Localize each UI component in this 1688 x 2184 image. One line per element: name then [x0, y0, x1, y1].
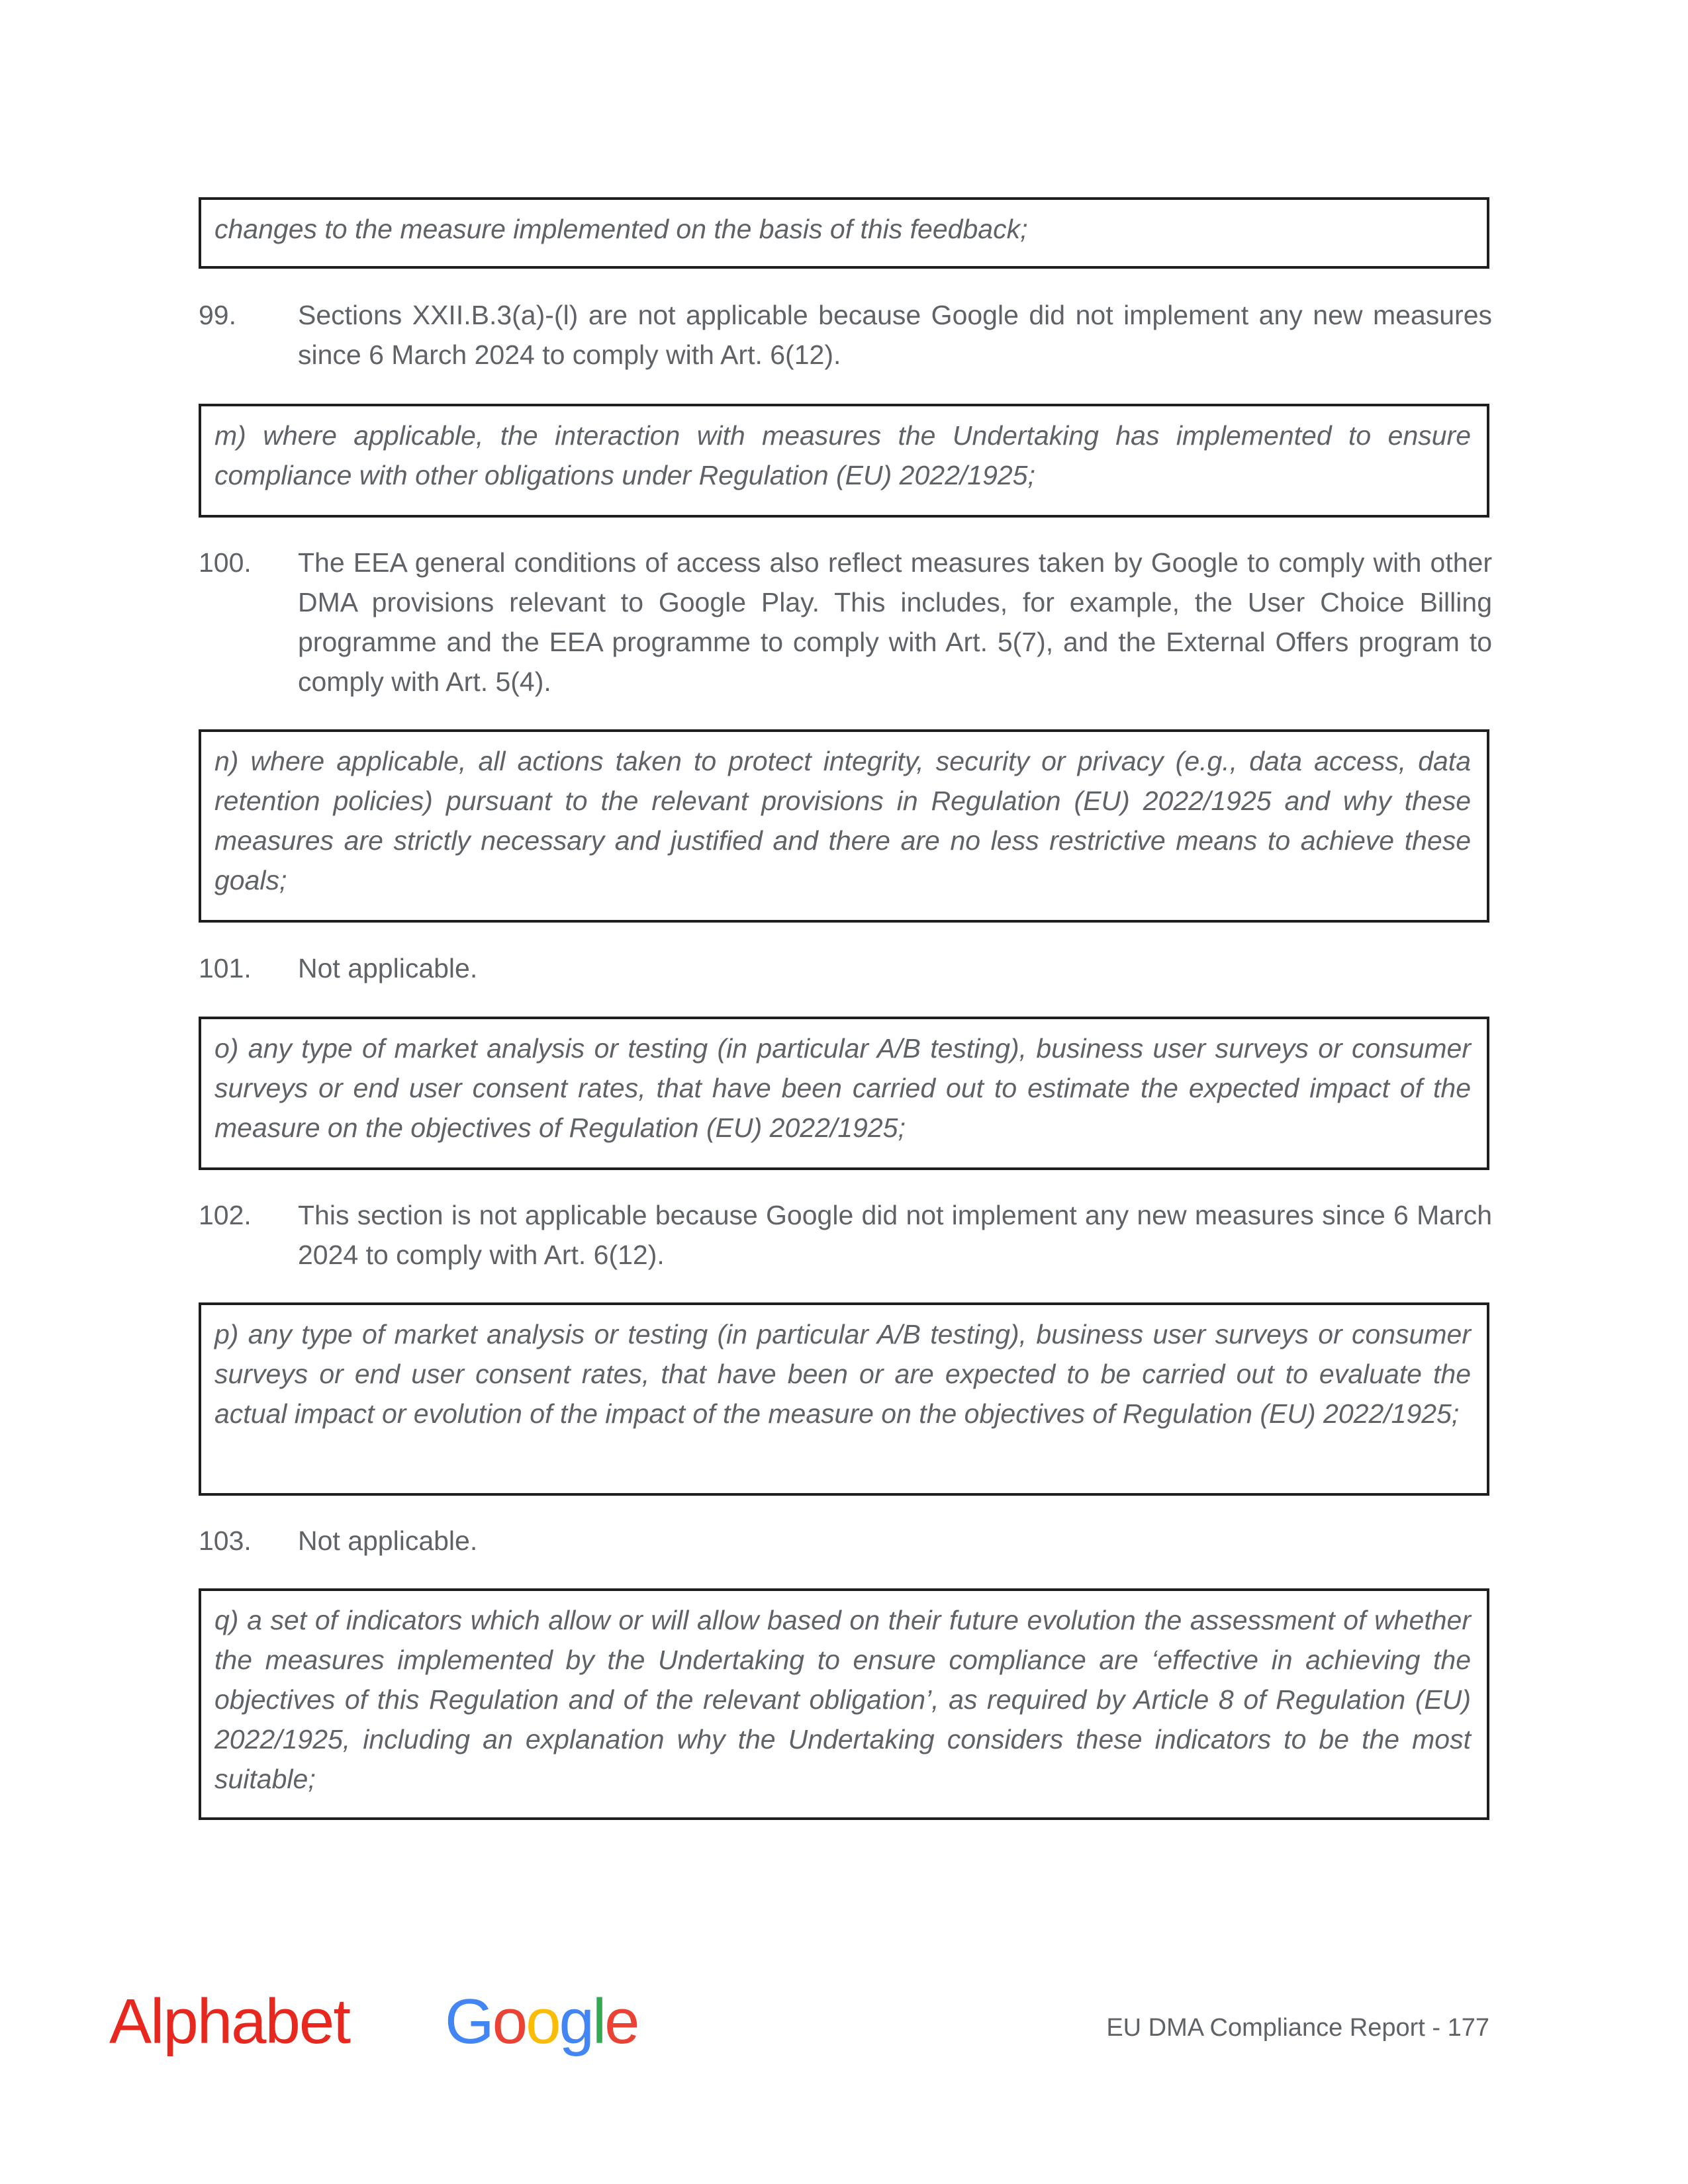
- alphabet-logo: Alphabet: [109, 1986, 350, 2057]
- paragraph-101: [199, 948, 1492, 988]
- paragraph-number: 103.: [199, 1525, 252, 1556]
- paragraph-text: This section is not applicable because Google did not implement any new measures since 6 March 2024 to comply with Art. 6(12).: [298, 1200, 1492, 1270]
- paragraph-number: 101.: [199, 953, 252, 983]
- paragraph-number: 100.: [199, 547, 252, 578]
- requirement-box-o: [199, 1017, 1489, 1170]
- requirement-box-m: [199, 404, 1489, 518]
- google-logo: Google: [445, 1986, 638, 2057]
- requirement-box-p: [199, 1302, 1489, 1496]
- requirement-box-n: [199, 729, 1489, 923]
- paragraph-text: Sections XXII.B.3(a)-(l) are not applicable because Google did not implement any new measures since 6 March 2024 to comply with Art. 6(12).: [298, 300, 1492, 370]
- paragraph-99: [199, 295, 1492, 375]
- paragraph-text: Not applicable.: [298, 1525, 478, 1556]
- paragraph-103: [199, 1521, 1492, 1561]
- requirement-text: changes to the measure implemented on the basis of this feedback;: [214, 214, 1028, 244]
- paragraph-text: Not applicable.: [298, 953, 478, 983]
- requirement-text: p) any type of market analysis or testing (in particular A/B testing), business user surveys or consumer surveys or end user consent rates, that have been or are expected to be carried out to evaluate the actual impact or evolution of the impact of the measure on the objectives of Regulation (EU) 2022/1925;: [214, 1319, 1471, 1429]
- paragraph-number: 99.: [199, 300, 236, 330]
- paragraph-100: [199, 543, 1492, 702]
- paragraph-102: [199, 1195, 1492, 1275]
- requirement-text: m) where applicable, the interaction with measures the Undertaking has implemented to ensure compliance with other obligations under Regulation (EU) 2022/1925;: [214, 420, 1471, 490]
- paragraph-number: 102.: [199, 1200, 252, 1230]
- paragraph-text: The EEA general conditions of access also reflect measures taken by Google to comply with other DMA provisions relevant to Google Play. This includes, for example, the User Choice Billing programme and the EEA programme to comply with Art. 5(7), and the External Offers program to comply with Art. 5(4).: [298, 547, 1492, 697]
- requirement-text: n) where applicable, all actions taken to protect integrity, security or privacy (e.g., data access, data retention policies) pursuant to the relevant provisions in Regulation (EU) 2022/1925 and why these measures are strictly necessary and justified and there are no less restrictive means to achieve these goals;: [214, 746, 1471, 895]
- requirement-text: q) a set of indicators which allow or will allow based on their future evolution the assessment of whether the measures implemented by the Undertaking to ensure compliance are ‘effective in achieving the objectives of this Regulation and of the relevant obligation’, as required by Article 8 of Regulation (EU) 2022/1925, including an explanation why the Undertaking considers these indicators to be the most suitable;: [214, 1605, 1471, 1794]
- requirement-box-q: [199, 1588, 1489, 1820]
- requirement-box-feedback: [199, 197, 1489, 269]
- page-footer-label: EU DMA Compliance Report - 177: [1106, 2014, 1489, 2042]
- requirement-text: o) any type of market analysis or testing (in particular A/B testing), business user surveys or consumer surveys or end user consent rates, that have been carried out to estimate the expected impact of the measure on the objectives of Regulation (EU) 2022/1925;: [214, 1033, 1471, 1143]
